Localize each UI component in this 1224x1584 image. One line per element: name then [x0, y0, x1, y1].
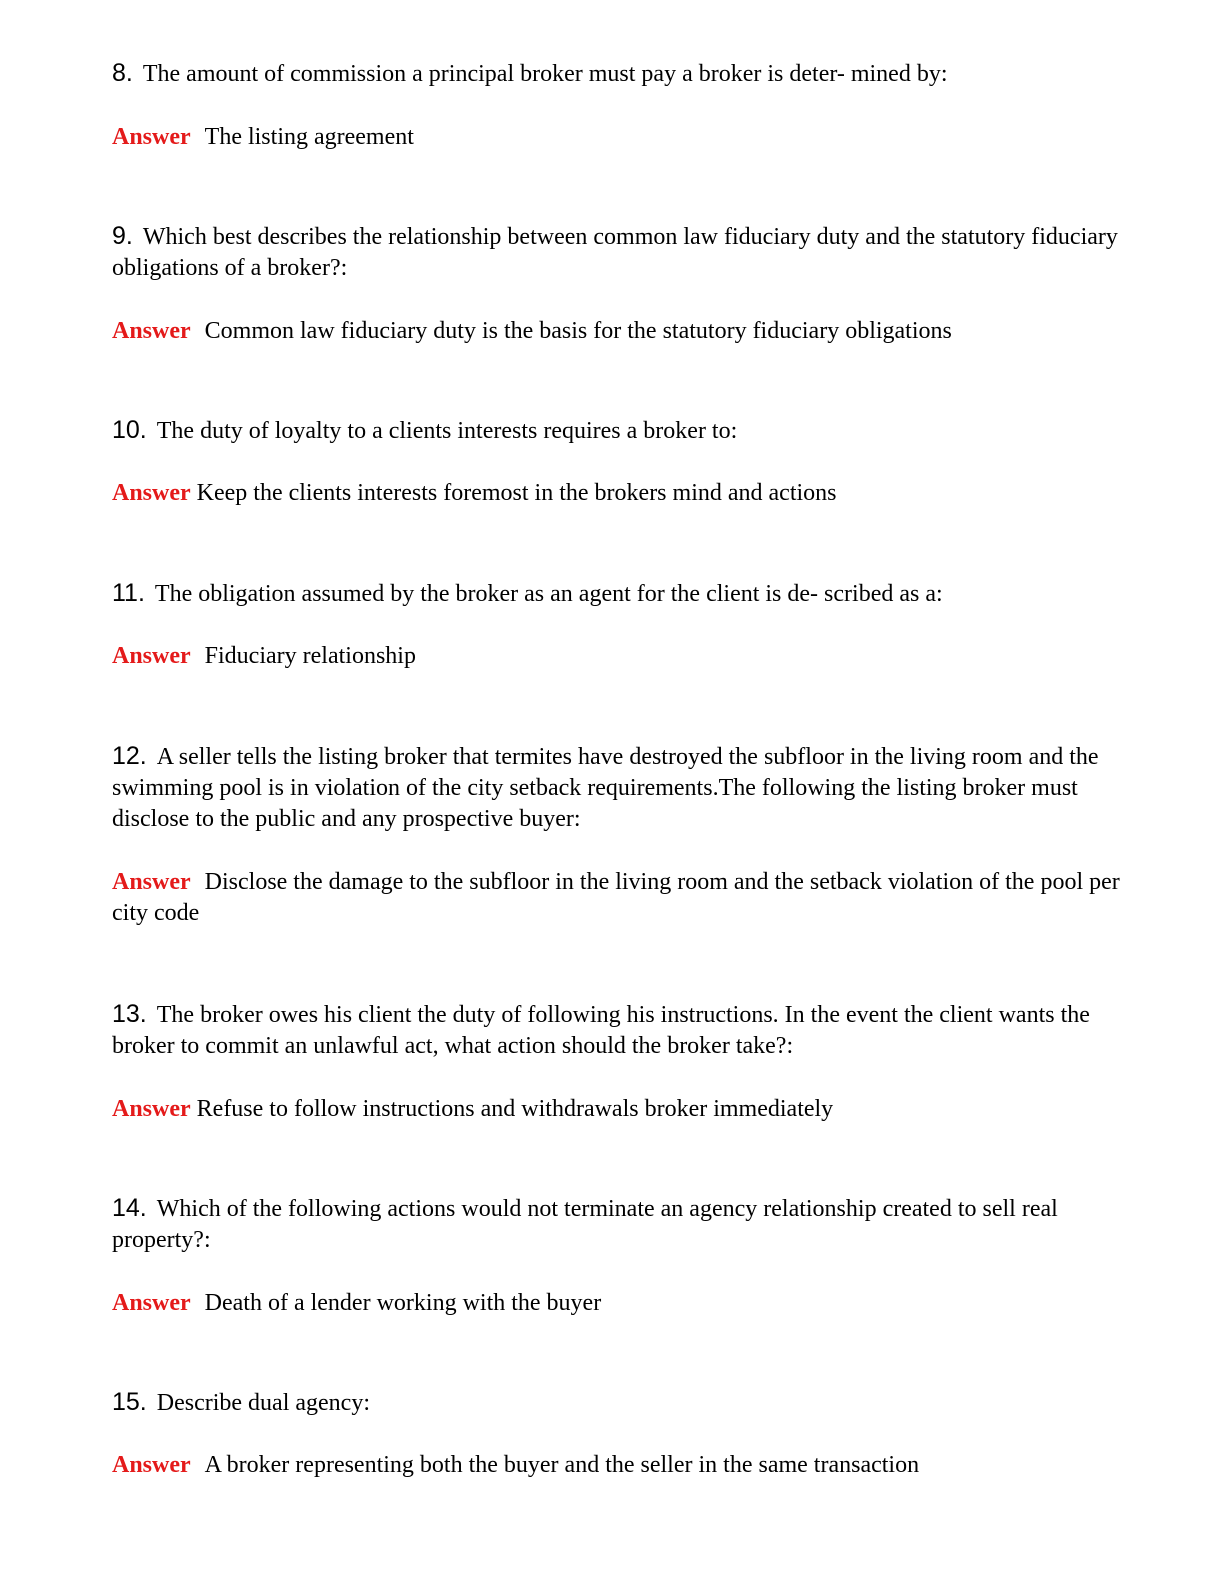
question-body: Which of the following actions would not terminate an agency relationship created to sell real property?:	[112, 1196, 1058, 1253]
question-text	[112, 578, 1122, 610]
answer-body: Common law fiduciary duty is the basis for the statutory fiduciary obligations	[204, 318, 952, 344]
question-body: Which best describes the relationship between common law fiduciary duty and the statutory fiduciary obligations of a broker?:	[112, 224, 1118, 281]
answer-text	[112, 316, 1122, 347]
question-body: The duty of loyalty to a clients interests requires a broker to:	[156, 418, 738, 444]
question-text	[112, 741, 1122, 835]
qa-item-14	[112, 1193, 1122, 1316]
answer-text	[112, 1288, 1122, 1319]
question-body: The broker owes his client the duty of following his instructions. In the event the client wants the broker to commit an unlawful act, what action should the broker take?:	[112, 1002, 1090, 1059]
qa-item-10	[112, 415, 1122, 506]
question-number: 13.	[112, 1000, 147, 1028]
question-body: The amount of commission a principal broker must pay a broker is deter- mined by:	[142, 61, 948, 87]
question-body: A seller tells the listing broker that termites have destroyed the subfloor in the living room and the swimming pool is in violation of the city setback requirements.The following the listing broker must disclose to the public and any prospective buyer:	[112, 744, 1099, 832]
answer-body: Keep the clients interests foremost in the brokers mind and actions	[196, 480, 837, 506]
qa-item-15	[112, 1387, 1122, 1478]
qa-item-9	[112, 221, 1122, 344]
answer-label: Answer	[112, 869, 191, 895]
question-text	[112, 221, 1122, 284]
question-text	[112, 58, 1122, 90]
answer-text	[112, 1450, 1122, 1481]
question-number: 9.	[112, 222, 133, 250]
answer-text	[112, 478, 1122, 509]
question-number: 15.	[112, 1388, 147, 1416]
qa-item-13	[112, 999, 1122, 1122]
answer-text	[112, 1094, 1122, 1125]
question-text	[112, 415, 1122, 447]
answer-body: Fiduciary relationship	[204, 643, 416, 669]
answer-body: A broker representing both the buyer and the seller in the same transaction	[204, 1452, 920, 1478]
answer-label: Answer	[112, 643, 191, 669]
answer-label: Answer	[112, 480, 191, 506]
answer-text	[112, 867, 1122, 929]
question-number: 12.	[112, 742, 147, 770]
answer-label: Answer	[112, 1290, 191, 1316]
answer-label: Answer	[112, 1096, 191, 1122]
qa-item-8	[112, 58, 1122, 150]
question-text	[112, 999, 1122, 1062]
question-body: The obligation assumed by the broker as an agent for the client is de- scribed as a:	[154, 581, 943, 607]
answer-body: Refuse to follow instructions and withdrawals broker immediately	[196, 1096, 834, 1122]
question-text	[112, 1193, 1122, 1256]
answer-body: Death of a lender working with the buyer	[204, 1290, 602, 1316]
question-number: 8.	[112, 59, 133, 87]
answer-label: Answer	[112, 318, 191, 344]
question-number: 11.	[112, 579, 145, 607]
question-number: 10.	[112, 416, 147, 444]
answer-text	[112, 641, 1122, 672]
question-body: Describe dual agency:	[156, 1390, 370, 1416]
qa-item-12	[112, 741, 1122, 926]
answer-label: Answer	[112, 124, 191, 150]
answer-label: Answer	[112, 1452, 191, 1478]
answer-text	[112, 122, 1122, 153]
question-text	[112, 1387, 1122, 1419]
answer-body: Disclose the damage to the subfloor in the living room and the setback violation of the pool per city code	[112, 869, 1120, 926]
qa-item-11	[112, 578, 1122, 669]
answer-body: The listing agreement	[204, 124, 414, 150]
question-number: 14.	[112, 1194, 147, 1222]
